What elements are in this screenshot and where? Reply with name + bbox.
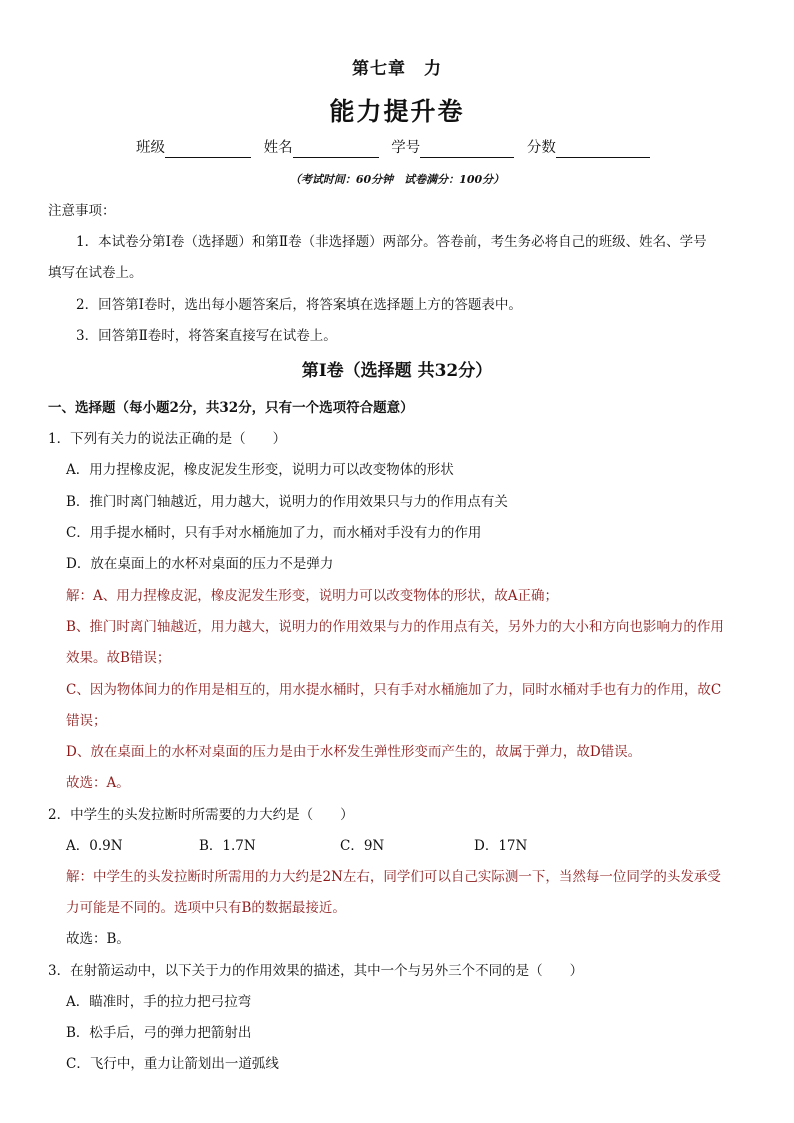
note-3: 3．回答第Ⅱ卷时，将答案直接写在试卷上。 bbox=[76, 328, 337, 344]
q3-option-b: B．松手后，弓的弹力把箭射出 bbox=[66, 1025, 252, 1041]
class-label: 班级 bbox=[136, 140, 165, 156]
score-label: 分数 bbox=[526, 140, 556, 156]
score-blank[interactable] bbox=[556, 141, 650, 158]
name-label: 姓名 bbox=[263, 140, 293, 156]
q1-answer: 故选：A。 bbox=[66, 775, 130, 791]
q1-option-d: D．放在桌面上的水杯对桌面的压力不是弹力 bbox=[66, 556, 334, 572]
q1-solution-4: D、放在桌面上的水杯对桌面的压力是由于水杯发生弹性形变而产生的，故属于弹力，故D错误。 bbox=[66, 744, 642, 760]
notes-heading: 注意事项： bbox=[48, 203, 116, 219]
class-blank[interactable] bbox=[165, 141, 251, 158]
q1-option-a: A．用力捏橡皮泥，橡皮泥发生形变，说明力可以改变物体的形状 bbox=[66, 462, 454, 478]
q1-option-b: B．推门时离门轴越近，用力越大，说明力的作用效果只与力的作用点有关 bbox=[66, 494, 508, 510]
q2-stem: 2．中学生的头发拉断时所需要的力大约是（ ） bbox=[48, 807, 354, 823]
q1-solution-3b: 错误； bbox=[66, 713, 107, 729]
q2-option-d: D．17N bbox=[474, 838, 528, 854]
q2-option-c: C．9N bbox=[340, 838, 385, 854]
q3-option-c: C．飞行中，重力让箭划出一道弧线 bbox=[66, 1056, 279, 1072]
student-id-label: 学号 bbox=[391, 140, 421, 156]
note-1-line-2: 填写在试卷上。 bbox=[48, 265, 143, 281]
q1-solution-3a: C、因为物体间力的作用是相互的，用水提水桶时，只有手对水桶施加了力，同时水桶对手也有力的作用，故C bbox=[66, 682, 722, 698]
note-1-line-1: 1．本试卷分第Ⅰ卷（选择题）和第Ⅱ卷（非选择题）两部分。答卷前，考生务必将自己的班级、姓名、学号 bbox=[76, 234, 707, 250]
q1-solution-2b: 效果。故B错误； bbox=[66, 650, 171, 666]
student-info-row bbox=[136, 138, 658, 158]
q3-stem: 3．在射箭运动中，以下关于力的作用效果的描述，其中一个与另外三个不同的是（ ） bbox=[48, 963, 584, 979]
section-1-title: 第Ⅰ卷（选择题 共32分） bbox=[301, 361, 493, 381]
exam-info: （考试时间：60分钟 试卷满分：100分） bbox=[289, 173, 505, 186]
q2-option-a: A．0.9N bbox=[66, 838, 123, 854]
name-blank[interactable] bbox=[293, 141, 379, 158]
q1-solution-2a: B、推门时离门轴越近，用力越大，说明力的作用效果与力的作用点有关，另外力的大小和方向也影响力的作用 bbox=[66, 619, 724, 635]
q2-option-b: B．1.7N bbox=[199, 838, 256, 854]
student-id-blank[interactable] bbox=[420, 141, 514, 158]
q1-stem: 1．下列有关力的说法正确的是（ ） bbox=[48, 431, 287, 447]
note-2: 2．回答第Ⅰ卷时，选出每小题答案后，将答案填在选择题上方的答题表中。 bbox=[76, 297, 522, 313]
q2-solution-1: 解：中学生的头发拉断时所需用的力大约是2N左右，同学们可以自己实际测一下，当然每一位同学的头发承受 bbox=[66, 869, 721, 885]
chapter-title: 第七章 力 bbox=[352, 59, 442, 79]
q1-solution-1: 解：A、用力捏橡皮泥，橡皮泥发生形变，说明力可以改变物体的形状，故A正确； bbox=[66, 588, 558, 604]
q1-option-c: C．用手提水桶时，只有手对水桶施加了力，而水桶对手没有力的作用 bbox=[66, 525, 482, 541]
q2-answer: 故选：B。 bbox=[66, 931, 130, 947]
part-1-heading: 一、选择题（每小题2分，共32分，只有一个选项符合题意） bbox=[48, 400, 414, 416]
q3-option-a: A．瞄准时，手的拉力把弓拉弯 bbox=[66, 994, 252, 1010]
q2-solution-2: 力可能是不同的。选项中只有B的数据最接近。 bbox=[66, 900, 346, 916]
exam-title: 能力提升卷 bbox=[329, 97, 465, 126]
